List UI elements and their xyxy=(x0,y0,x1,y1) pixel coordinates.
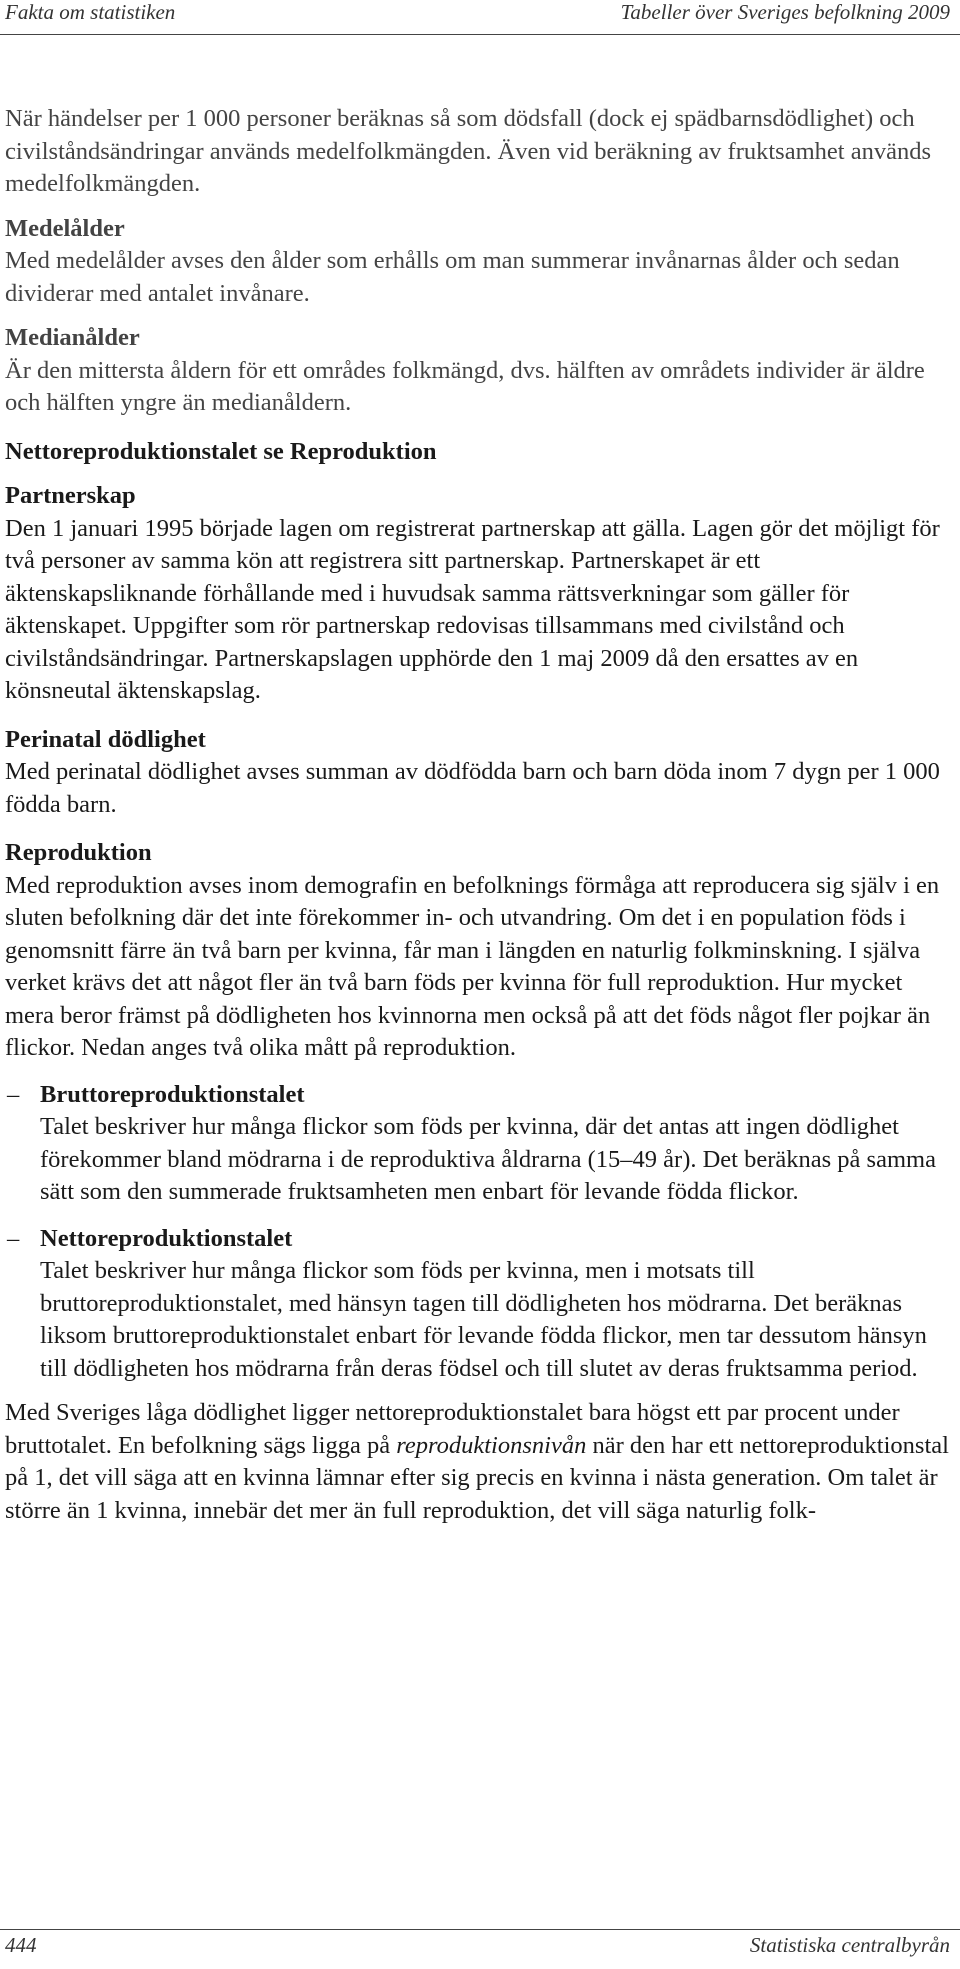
closing-part1: Med Sveriges låga dödlighet ligger nettoreproduktionstalet bara högst ett par procent under bruttotalet. En befolkning sägs ligga på xyxy=(5,1399,900,1459)
page-header xyxy=(5,0,950,34)
list-item-netto xyxy=(5,1223,953,1386)
heading-reproduktion: Reproduktion xyxy=(5,839,152,866)
section-perinatal xyxy=(5,724,953,822)
footer-rule xyxy=(0,1929,960,1930)
header-rule xyxy=(0,34,960,35)
text-medelalder: Med medelålder avses den ålder som erhålls om man summerar invånarnas ålder och sedan dividerar med antalet invånare. xyxy=(5,247,900,307)
section-reproduktion xyxy=(5,837,953,1065)
heading-medianalder: Medianålder xyxy=(5,324,140,351)
page-footer xyxy=(5,1933,950,1958)
text-reproduktion: Med reproduktion avses inom demografin en befolknings förmåga att reproducera sig själv i en sluten befolkning där det inte förekommer in- och utvandring. Om det i en population föds i genomsnitt färre än två barn per kvinna, får man i längden en naturlig folkminskning. I själva verket krävs det att något fler än två barn föds per kvinna för full reproduktion. Hur mycket mera beror främst på dödligheten hos kvinnorna men också på att det föds något fler pojkar än flickor. Nedan anges två olika mått på reproduktion. xyxy=(5,871,940,1061)
list-item-brutto xyxy=(5,1079,953,1209)
header-right: Tabeller över Sveriges befolkning 2009 xyxy=(620,0,950,24)
section-netto-ref xyxy=(5,436,953,469)
heading-medelalder: Medelålder xyxy=(5,214,125,242)
text-medianalder: Är den mittersta åldern för ett områdes folkmängd, dvs. hälften av områdets individer är äldre och hälften yngre än medianåldern. xyxy=(5,356,925,416)
section-partnerskap xyxy=(5,480,953,708)
section-medianalder xyxy=(5,322,953,420)
heading-netto: Nettoreproduktionstalet xyxy=(40,1224,293,1252)
page-number: 444 xyxy=(5,1933,37,1957)
closing-part2: när den har ett nettoreproduktionstal på 1, det vill säga att en kvinna lämnar efter sig precis en kvinna i nästa generation. Om talet är större än 1 kvinna, innebär det mer än full reproduktion, det vill säga naturlig folk- xyxy=(5,1431,949,1524)
section-medelalder xyxy=(5,213,953,311)
intro-paragraph: När händelser per 1 000 personer beräknas så som dödsfall (dock ej spädbarnsdödlighet) och civilståndsändringar används medelfolkmängden. Även vid beräkning av fruktsamhet används medelfolkmängden. xyxy=(5,105,931,197)
heading-netto-ref: Nettoreproduktionstalet se Reproduktion xyxy=(5,437,437,465)
heading-perinatal: Perinatal dödlighet xyxy=(5,725,206,753)
header-left: Fakta om statistiken xyxy=(5,0,176,24)
dash-bullet: – xyxy=(7,1080,20,1108)
closing-italic-term: reproduktionsnivån xyxy=(396,1431,587,1459)
publisher-name: Statistiska centralbyrån xyxy=(749,1933,950,1957)
closing-paragraph xyxy=(5,1397,953,1527)
text-netto: Talet beskriver hur många flickor som föds per kvinna, men i motsats till bruttoreproduktionstalet, med hänsyn tagen till dödligheten hos mödrarna. Det beräknas liksom bruttoreproduktionstalet enbart för levande födda flickor, men tar dessutom hänsyn till dödligheten hos mödrarna från deras födsel och till slutet av deras fruktsamma period. xyxy=(40,1257,927,1382)
text-perinatal: Med perinatal dödlighet avses summan av dödfödda barn och barn döda inom 7 dygn per 1 000 födda barn. xyxy=(5,758,940,818)
text-partnerskap: Den 1 januari 1995 började lagen om registrerat partnerskap att gälla. Lagen gör det möjligt för två personer av samma kön att registrera sitt partnerskap. Partnerskapet är ett äktenskapsliknande förhållande med i huvudsak samma rättsverkningar som gäller för äktenskapet. Uppgifter som rör partnerskap redovisas tillsammans med civilstånd och civilståndsändringar. Partnerskapslagen upphörde den 1 maj 2009 då den ersattes av en könsneutal äktenskapslag. xyxy=(5,514,940,704)
heading-brutto: Bruttoreproduktionstalet xyxy=(40,1080,305,1108)
text-brutto: Talet beskriver hur många flickor som föds per kvinna, där det antas att ingen dödlighet förekommer bland mödrarna i de reproduktiva åldrarna (15–49 år). Det beräknas på samma sätt som den summerade fruktsamheten men enbart för levande födda flickor. xyxy=(40,1113,936,1205)
dash-bullet: – xyxy=(7,1224,20,1252)
body-content xyxy=(5,103,953,1527)
heading-partnerskap: Partnerskap xyxy=(5,482,136,509)
